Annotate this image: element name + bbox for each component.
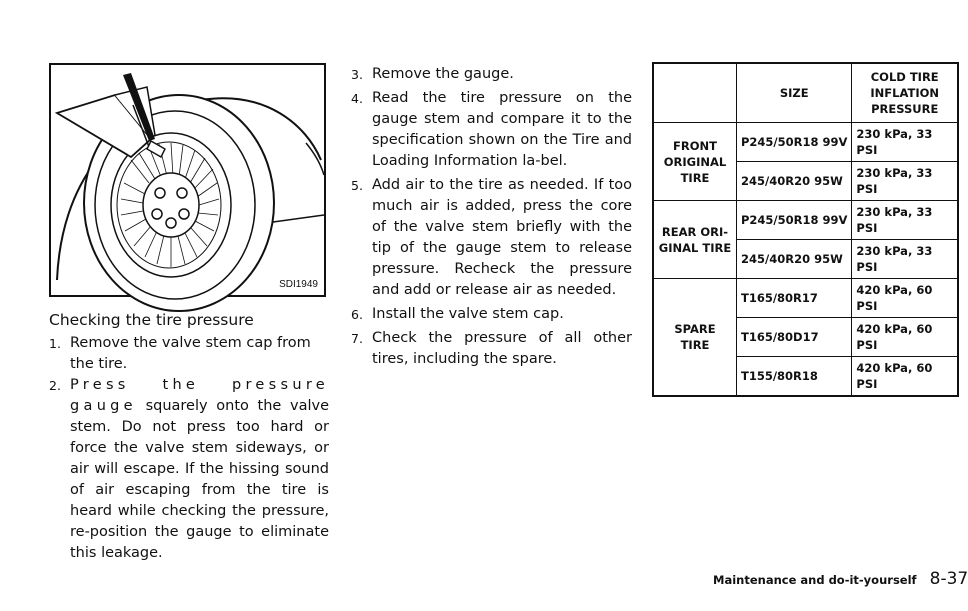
step-number: 3.: [351, 67, 363, 82]
size-cell: T155/80R18: [737, 357, 852, 397]
size-cell: P245/50R18 99V: [737, 123, 852, 162]
figure-code: SDI1949: [279, 279, 318, 290]
size-cell: T165/80R17: [737, 279, 852, 318]
pressure-cell: 230 kPa, 33 PSI: [852, 240, 958, 279]
page-footer: [713, 569, 968, 589]
page-number: 8-37: [929, 569, 968, 589]
step-text: Remove the gauge.: [372, 66, 514, 82]
tire-gauge-figure: [49, 63, 326, 297]
steps-list-col2: [351, 64, 632, 370]
step-text: Remove the valve stem cap from the tire.: [70, 335, 311, 372]
size-cell: 245/40R20 95W: [737, 162, 852, 201]
table-row: [653, 279, 958, 318]
pressure-cell: 230 kPa, 33 PSI: [852, 201, 958, 240]
section-title: Checking the tire pressure: [49, 311, 254, 329]
steps-list-col1: [49, 333, 329, 564]
list-item: [351, 328, 632, 370]
pressure-cell: 420 kPa, 60 PSI: [852, 279, 958, 318]
header-size: SIZE: [737, 63, 852, 123]
step-number: 7.: [351, 331, 363, 346]
size-cell: T165/80D17: [737, 318, 852, 357]
pressure-cell: 230 kPa, 33 PSI: [852, 162, 958, 201]
list-item: [49, 333, 329, 375]
step-text: Add air to the tire as needed. If too much air is added, press the core of the valve stem briefly with the tip of the gauge stem to release pressure. Recheck the pressure and add or release air as needed.: [372, 177, 632, 298]
footer-section-name: Maintenance and do-it-yourself: [713, 573, 917, 587]
list-item: [49, 375, 329, 564]
size-cell: 245/40R20 95W: [737, 240, 852, 279]
header-pressure: COLD TIRE INFLATION PRESSURE: [852, 63, 958, 123]
header-category: [653, 63, 737, 123]
step-number: 1.: [49, 336, 61, 351]
table-header-row: [653, 63, 958, 123]
step-number: 4.: [351, 91, 363, 106]
category-cell: SPARE TIRE: [653, 279, 737, 397]
step-number: 5.: [351, 178, 363, 193]
step-number: 6.: [351, 307, 363, 322]
pressure-cell: 420 kPa, 60 PSI: [852, 318, 958, 357]
step-text-spaced: Press the pressure gauge: [70, 377, 329, 414]
size-cell: P245/50R18 99V: [737, 201, 852, 240]
list-item: [351, 304, 632, 325]
table-row: [653, 123, 958, 162]
pressure-cell: 230 kPa, 33 PSI: [852, 123, 958, 162]
table-row: [653, 201, 958, 240]
list-item: [351, 64, 632, 85]
step-text: Install the valve stem cap.: [372, 306, 564, 322]
pressure-cell: 420 kPa, 60 PSI: [852, 357, 958, 397]
tire-pressure-table: [652, 62, 959, 397]
category-cell: FRONT ORIGINAL TIRE: [653, 123, 737, 201]
step-text: squarely onto the valve stem. Do not press too hard or force the valve stem sideways, or air will escape. If the hissing sound of air escaping from the tire is heard while checking the pressure, re-position the gauge to eliminate this leakage.: [70, 398, 329, 561]
category-cell: REAR ORI-GINAL TIRE: [653, 201, 737, 279]
tire-pressure-gauge-illustration: [51, 65, 324, 295]
step-text: Check the pressure of all other tires, including the spare.: [372, 330, 632, 367]
step-number: 2.: [49, 378, 61, 393]
list-item: [351, 88, 632, 172]
step-text: Read the tire pressure on the gauge stem and compare it to the specification shown on the Tire and Loading Information la-bel.: [372, 90, 632, 169]
list-item: [351, 175, 632, 301]
